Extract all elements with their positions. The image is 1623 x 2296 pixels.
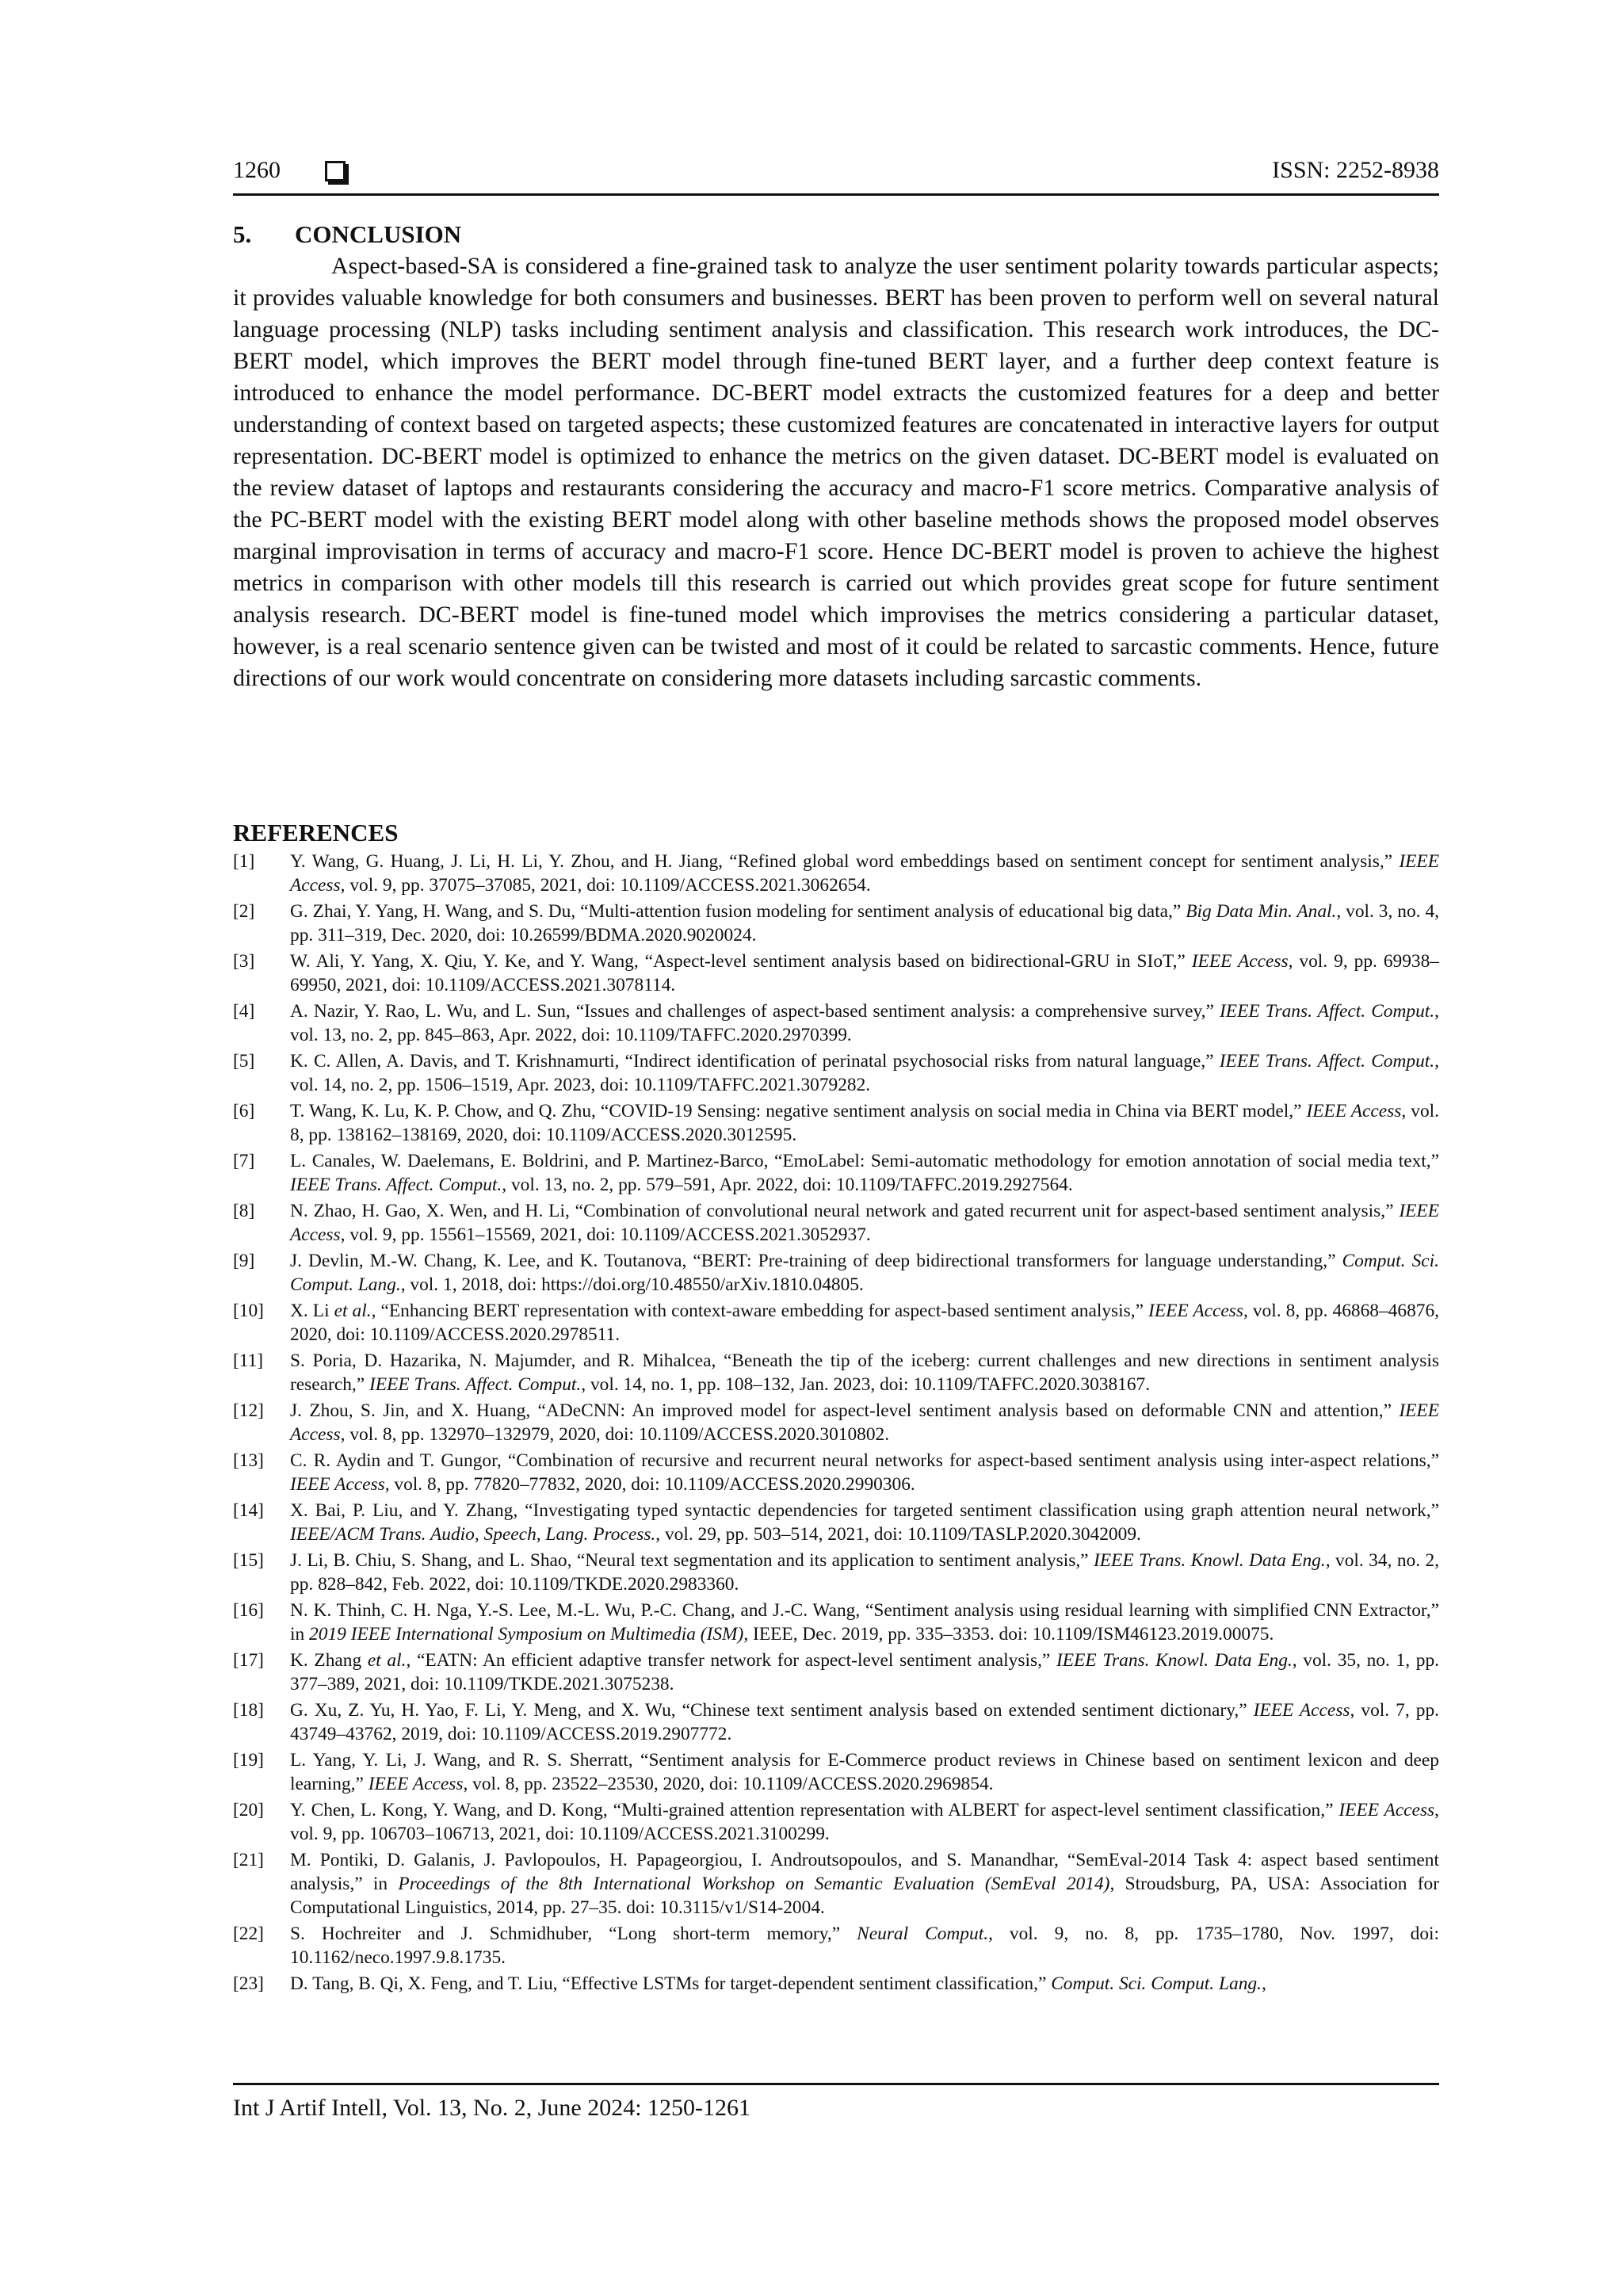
reference-number: [12] xyxy=(233,1400,264,1421)
reference-text: G. Zhai, Y. Yang, H. Wang, and S. Du, “Multi-attention fusion modeling for sentiment analysis of educational big data,” xyxy=(290,901,1186,922)
section-heading xyxy=(233,219,1439,250)
reference-text: , vol. 3, no. 4, pp. 311–319, Dec. 2020, doi: 10.26599/BDMA.2020.9020024. xyxy=(290,901,1439,946)
reference-item xyxy=(233,1698,1439,1746)
reference-text: , vol. 14, no. 2, pp. 1506–1519, Apr. 2023, doi: 10.1109/TAFFC.2021.3079282. xyxy=(290,1051,1439,1095)
reference-text: , vol. 7, pp. 43749–43762, 2019, doi: 10.1109/ACCESS.2019.2907772. xyxy=(290,1700,1439,1744)
reference-text: et al. xyxy=(367,1650,407,1671)
reference-text: Y. Wang, G. Huang, J. Li, H. Li, Y. Zhou, and H. Jiang, “Refined global word embeddings based on sentiment concept for sentiment analysis,” xyxy=(290,851,1400,872)
reference-text: T. Wang, K. Lu, K. P. Chow, and Q. Zhu, “COVID-19 Sensing: negative sentiment analysis on social media in China via BERT model,” xyxy=(290,1101,1307,1121)
reference-text: , vol. 13, no. 2, pp. 845–863, Apr. 2022, doi: 10.1109/TAFFC.2020.2970399. xyxy=(290,1001,1439,1045)
reference-text: , vol. 9, pp. 106703–106713, 2021, doi: 10.1109/ACCESS.2021.3100299. xyxy=(290,1800,1440,1844)
reference-text: , vol. 1, 2018, doi: https://doi.org/10.48550/arXiv.1810.04805. xyxy=(400,1274,864,1295)
reference-number: [6] xyxy=(233,1101,255,1121)
reference-text: , vol. 13, no. 2, pp. 579–591, Apr. 2022, doi: 10.1109/TAFFC.2019.2927564. xyxy=(502,1175,1073,1195)
reference-number: [2] xyxy=(233,901,255,922)
reference-text: Proceedings of the 8th International Workshop on Semantic Evaluation (SemEval 2014) xyxy=(398,1874,1110,1894)
reference-number: [4] xyxy=(233,1001,255,1022)
reference-text: , vol. 14, no. 1, pp. 108–132, Jan. 2023, doi: 10.1109/TAFFC.2020.3038167. xyxy=(581,1374,1151,1395)
reference-number: [16] xyxy=(233,1600,264,1621)
reference-text: , Stroudsburg, PA, USA: Association for Computational Linguistics, 2014, pp. 27–35. doi: 10.3115/v1/S14-2004. xyxy=(290,1874,1439,1918)
reference-text: J. Zhou, S. Jin, and X. Huang, “ADeCNN: An improved model for aspect-level sentiment analysis based on deformable CNN and attention,” xyxy=(290,1400,1400,1421)
reference-text: Big Data Min. Anal. xyxy=(1186,901,1337,922)
reference-text: , xyxy=(1261,1973,1266,1994)
reference-item xyxy=(233,1199,1439,1247)
reference-text: L. Canales, W. Daelemans, E. Boldrini, and P. Martinez-Barco, “EmoLabel: Semi-automatic methodology for emotion annotation of social media text,” xyxy=(290,1151,1439,1171)
reference-text: IEEE Access xyxy=(368,1774,464,1794)
reference-item xyxy=(233,1049,1439,1097)
reference-text: et al. xyxy=(334,1301,372,1321)
reference-number: [17] xyxy=(233,1650,264,1671)
reference-number: [21] xyxy=(233,1850,264,1870)
reference-item xyxy=(233,1648,1439,1696)
references-heading: REFERENCES xyxy=(233,819,399,846)
reference-text: Y. Chen, L. Kong, Y. Wang, and D. Kong, “Multi-grained attention representation with ALBERT for aspect-level sentiment classification,” xyxy=(290,1800,1339,1820)
reference-text: Neural Comput. xyxy=(857,1924,989,1944)
reference-number: [15] xyxy=(233,1550,264,1571)
conclusion-paragraph: Aspect-based-SA is considered a fine-grained task to analyze the user sentiment polarity towards particular aspects; it provides valuable knowledge for both consumers and businesses. BERT has been proven to perform well on several natural language processing (NLP) tasks including sentiment analysis and classification. This research work introduces, the DC-BERT model, which improves the BERT model through fine-tuned BERT layer, and a further deep context feature is introduced to enhance the model performance. DC-BERT model extracts the customized features for a deep and better understanding of context based on targeted aspects; these customized features are concatenated in interactive layers for output representation. DC-BERT model is optimized to enhance the metrics on the given dataset. DC-BERT model is evaluated on the review dataset of laptops and restaurants considering the accuracy and macro-F1 score metrics. Comparative analysis of the PC-BERT model with the existing BERT model along with other baseline methods shows the proposed model observes marginal improvisation in terms of accuracy and macro-F1 score. Hence DC-BERT model is proven to achieve the highest metrics in comparison with other models till this research is carried out which provides great scope for future sentiment analysis research. DC-BERT model is fine-tuned model which improvises the metrics considering a particular dataset, however, is a real scenario sentence given can be twisted and most of it could be related to sarcastic comments. Hence, future directions of our work would concentrate on considering more datasets including sarcastic comments. xyxy=(233,253,1439,691)
section-number: 5. xyxy=(233,220,252,248)
references-section xyxy=(233,818,1439,1998)
reference-list xyxy=(233,850,1439,1996)
reference-text: G. Xu, Z. Yu, H. Yao, F. Li, Y. Meng, and X. Wu, “Chinese text sentiment analysis based on extended sentiment dictionary,” xyxy=(290,1700,1254,1721)
reference-text: IEEE Trans. Knowl. Data Eng. xyxy=(1093,1550,1326,1571)
reference-number: [7] xyxy=(233,1151,255,1171)
reference-text: M. Pontiki, D. Galanis, J. Pavlopoulos, H. Papageorgiou, I. Androutsopoulos, and S. Manandhar, “SemEval-2014 Task 4: aspect based sentiment analysis,” in xyxy=(290,1850,1439,1894)
reference-text: X. Li xyxy=(290,1301,334,1321)
reference-text: W. Ali, Y. Yang, X. Qiu, Y. Ke, and Y. Wang, “Aspect-level sentiment analysis based on bidirectional-GRU in SIoT,” xyxy=(290,951,1192,972)
reference-text: , vol. 8, pp. 46868–46876, 2020, doi: 10.1109/ACCESS.2020.2978511. xyxy=(290,1301,1440,1345)
reference-item xyxy=(233,1099,1439,1147)
reference-text: , “EATN: An efficient adaptive transfer network for aspect-level sentiment analysis,” xyxy=(406,1650,1056,1671)
reference-item xyxy=(233,1848,1439,1920)
reference-item xyxy=(233,1449,1439,1496)
reference-item xyxy=(233,1399,1439,1446)
reference-item xyxy=(233,1499,1439,1546)
reference-text: , vol. 9, pp. 15561–15569, 2021, doi: 10.1109/ACCESS.2021.3052937. xyxy=(340,1224,871,1245)
reference-text: N. K. Thinh, C. H. Nga, Y.-S. Lee, M.-L. Wu, P.-C. Chang, and J.-C. Wang, “Sentiment analysis using residual learning with simplified CNN Extractor,” in xyxy=(290,1600,1439,1645)
reference-text: X. Bai, P. Liu, and Y. Zhang, “Investigating typed syntactic dependencies for targeted sentiment classification using graph attention neural network,” xyxy=(290,1500,1439,1521)
reference-text: , vol. 8, pp. 132970–132979, 2020, doi: 10.1109/ACCESS.2020.3010802. xyxy=(340,1424,890,1445)
section-title: CONCLUSION xyxy=(295,220,462,248)
reference-number: [9] xyxy=(233,1251,255,1271)
reference-item xyxy=(233,850,1439,897)
page-footer: Int J Artif Intell, Vol. 13, No. 2, June 2024: 1250-1261 xyxy=(233,2083,1439,2122)
reference-item xyxy=(233,1748,1439,1796)
reference-item xyxy=(233,1249,1439,1297)
reference-text: , vol. 8, pp. 138162–138169, 2020, doi: 10.1109/ACCESS.2020.3012595. xyxy=(290,1101,1440,1145)
reference-text: , vol. 9, pp. 69938–69950, 2021, doi: 10.1109/ACCESS.2021.3078114. xyxy=(290,951,1440,995)
reference-text: A. Nazir, Y. Rao, L. Wu, and L. Sun, “Issues and challenges of aspect-based sentiment analysis: a comprehensive survey,” xyxy=(290,1001,1220,1022)
reference-item xyxy=(233,1299,1439,1347)
reference-item xyxy=(233,1349,1439,1396)
reference-number: [1] xyxy=(233,851,255,872)
reference-item xyxy=(233,1599,1439,1646)
issn-label: ISSN: 2252-8938 xyxy=(1272,157,1439,183)
reference-number: [20] xyxy=(233,1800,264,1820)
reference-text: IEEE Access xyxy=(290,851,1439,896)
reference-item xyxy=(233,1798,1439,1846)
reference-text: IEEE Access xyxy=(290,1201,1439,1245)
reference-item xyxy=(233,1922,1439,1969)
square-bullet-icon xyxy=(325,161,346,181)
reference-number: [5] xyxy=(233,1051,255,1072)
reference-text: Comput. Sci. Comput. Lang. xyxy=(1051,1973,1262,1994)
reference-text: IEEE Trans. Knowl. Data Eng. xyxy=(1056,1650,1293,1671)
page-number: 1260 xyxy=(233,157,281,183)
reference-text: , “Enhancing BERT representation with context-aware embedding for aspect-based sentiment analysis,” xyxy=(371,1301,1149,1321)
reference-text: 2019 IEEE International Symposium on Multimedia (ISM) xyxy=(309,1624,744,1645)
reference-text: IEEE/ACM Trans. Audio, Speech, Lang. Process. xyxy=(290,1524,656,1545)
reference-item xyxy=(233,999,1439,1047)
reference-text: IEEE Trans. Affect. Comput. xyxy=(1220,1001,1435,1022)
reference-text: S. Poria, D. Hazarika, N. Majumder, and R. Mihalcea, “Beneath the tip of the iceberg: current challenges and new directions in sentiment analysis research,” xyxy=(290,1350,1439,1395)
reference-number: [10] xyxy=(233,1301,264,1321)
reference-text: , vol. 8, pp. 77820–77832, 2020, doi: 10.1109/ACCESS.2020.2990306. xyxy=(384,1474,915,1495)
reference-item xyxy=(233,1549,1439,1596)
reference-number: [3] xyxy=(233,951,255,972)
reference-text: N. Zhao, H. Gao, X. Wen, and H. Li, “Combination of convolutional neural network and gated recurrent unit for aspect-based sentiment analysis,” xyxy=(290,1201,1400,1221)
page-header xyxy=(233,155,1439,196)
reference-text: IEEE Access xyxy=(290,1400,1439,1445)
reference-text: Comput. Sci. Comput. Lang. xyxy=(290,1251,1439,1295)
reference-text: , vol. 34, no. 2, pp. 828–842, Feb. 2022, doi: 10.1109/TKDE.2020.2983360. xyxy=(290,1550,1440,1595)
reference-text: C. R. Aydin and T. Gungor, “Combination of recursive and recurrent neural networks for aspect-based sentiment analysis using inter-aspect relations,” xyxy=(290,1450,1439,1471)
reference-number: [19] xyxy=(233,1750,264,1771)
reference-text: IEEE Access xyxy=(290,1474,385,1495)
reference-text: IEEE Access xyxy=(1191,951,1289,972)
reference-text: K. C. Allen, A. Davis, and T. Krishnamurti, “Indirect identification of perinatal psychosocial risks from natural language,” xyxy=(290,1051,1220,1072)
reference-text: K. Zhang xyxy=(290,1650,368,1671)
reference-number: [23] xyxy=(233,1973,264,1994)
reference-text: , vol. 8, pp. 23522–23530, 2020, doi: 10.1109/ACCESS.2020.2969854. xyxy=(463,1774,994,1794)
reference-text: , vol. 29, pp. 503–514, 2021, doi: 10.1109/TASLP.2020.3042009. xyxy=(655,1524,1141,1545)
reference-number: [14] xyxy=(233,1500,264,1521)
reference-text: IEEE Access xyxy=(1253,1700,1350,1721)
reference-text: IEEE Access xyxy=(1148,1301,1243,1321)
reference-text: S. Hochreiter and J. Schmidhuber, “Long short-term memory,” xyxy=(290,1924,857,1944)
reference-text: J. Li, B. Chiu, S. Shang, and L. Shao, “Neural text segmentation and its application to sentiment analysis,” xyxy=(290,1550,1094,1571)
reference-number: [18] xyxy=(233,1700,264,1721)
reference-text: L. Yang, Y. Li, J. Wang, and R. S. Sherratt, “Sentiment analysis for E-Commerce product reviews in Chinese based on sentiment lexicon and deep learning,” xyxy=(290,1750,1439,1794)
reference-item xyxy=(233,1149,1439,1197)
reference-text: IEEE Trans. Affect. Comput. xyxy=(290,1175,502,1195)
reference-number: [8] xyxy=(233,1201,255,1221)
reference-number: [13] xyxy=(233,1450,264,1471)
reference-text: , vol. 35, no. 1, pp. 377–389, 2021, doi: 10.1109/TKDE.2021.3075238. xyxy=(290,1650,1439,1694)
reference-text: , IEEE, Dec. 2019, pp. 335–3353. doi: 10.1109/ISM46123.2019.00075. xyxy=(743,1624,1274,1645)
reference-text: IEEE Trans. Affect. Comput. xyxy=(1219,1051,1435,1072)
reference-text: IEEE Access xyxy=(1338,1800,1435,1820)
reference-text: D. Tang, B. Qi, X. Feng, and T. Liu, “Effective LSTMs for target-dependent sentiment classification,” xyxy=(290,1973,1052,1994)
reference-item xyxy=(233,949,1439,997)
reference-text: J. Devlin, M.-W. Chang, K. Lee, and K. Toutanova, “BERT: Pre-training of deep bidirectional transformers for language understanding,” xyxy=(290,1251,1342,1271)
reference-text: IEEE Trans. Affect. Comput. xyxy=(369,1374,582,1395)
conclusion-section xyxy=(233,219,1439,694)
reference-item xyxy=(233,1972,1439,1996)
reference-text: IEEE Access xyxy=(1306,1101,1402,1121)
reference-text: , vol. 9, no. 8, pp. 1735–1780, Nov. 1997, doi: 10.1162/neco.1997.9.8.1735. xyxy=(290,1924,1440,1968)
reference-number: [22] xyxy=(233,1924,264,1944)
reference-number: [11] xyxy=(233,1350,264,1371)
reference-item xyxy=(233,900,1439,947)
reference-text: , vol. 9, pp. 37075–37085, 2021, doi: 10.1109/ACCESS.2021.3062654. xyxy=(340,875,871,896)
